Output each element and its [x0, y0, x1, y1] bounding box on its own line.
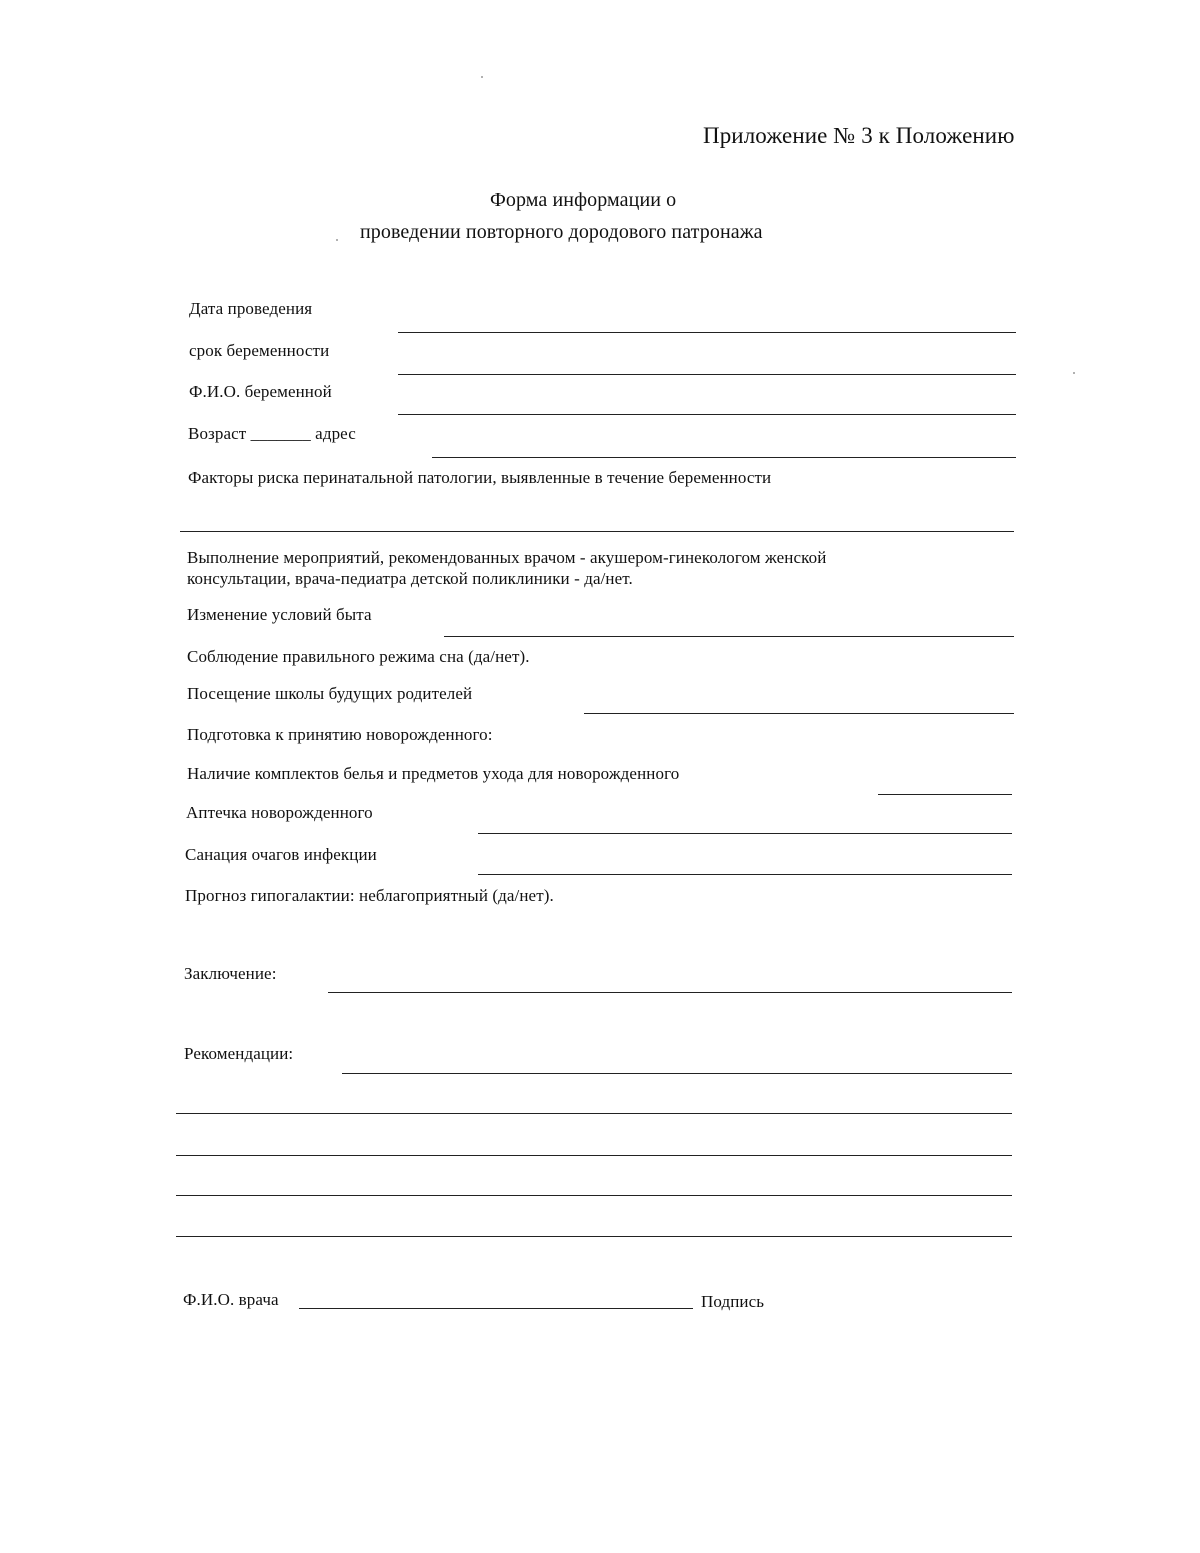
newborn-preparation-label: Подготовка к принятию новорожденного:	[187, 725, 493, 744]
doctor-name-label: Ф.И.О. врача	[183, 1290, 279, 1309]
age-address-label: Возраст _______ адрес	[188, 424, 356, 443]
hypogalactia-forecast-label: Прогноз гипогалактии: неблагоприятный (да/нет).	[185, 886, 554, 905]
scan-speck	[481, 76, 483, 78]
form-title-line-1: Форма информации о	[490, 189, 677, 211]
appendix-heading: Приложение № 3 к Положению	[703, 123, 1015, 148]
date-field-line[interactable]	[398, 332, 1016, 333]
date-label: Дата проведения	[189, 299, 313, 318]
name-label: Ф.И.О. беременной	[189, 382, 332, 401]
form-title-line-2: проведении повторного дородового патронажа	[360, 221, 763, 243]
newborn-linen-label: Наличие комплектов белья и предметов ухода для новорожденного	[187, 764, 680, 783]
scan-speck	[336, 239, 338, 241]
signature-label: Подпись	[701, 1292, 765, 1311]
newborn-linen-field-line[interactable]	[878, 794, 1012, 795]
name-field-line[interactable]	[398, 414, 1016, 415]
recommendations-label: Рекомендации:	[184, 1044, 294, 1063]
recommendations-field-line[interactable]	[342, 1073, 1012, 1074]
conclusion-field-line[interactable]	[328, 992, 1012, 993]
living-conditions-field-line[interactable]	[444, 636, 1014, 637]
doctor-name-field-line[interactable]	[299, 1308, 693, 1309]
parents-school-label: Посещение школы будущих родителей	[187, 684, 473, 703]
term-label: срок беременности	[189, 341, 330, 360]
conclusion-label: Заключение:	[184, 964, 277, 983]
term-field-line[interactable]	[398, 374, 1016, 375]
infection-sanation-label: Санация очагов инфекции	[185, 845, 377, 864]
measures-label-line-1: Выполнение мероприятий, рекомендованных врачом - акушером-гинекологом женской	[187, 548, 827, 567]
recommendations-extra-line[interactable]	[176, 1113, 1012, 1114]
risk-factors-label: Факторы риска перинатальной патологии, выявленные в течение беременности	[188, 468, 772, 487]
sleep-regime-label: Соблюдение правильного режима сна (да/нет).	[187, 647, 530, 666]
risk-factors-field-line[interactable]	[180, 531, 1014, 532]
newborn-kit-field-line[interactable]	[478, 833, 1012, 834]
scan-speck	[1073, 372, 1075, 374]
parents-school-field-line[interactable]	[584, 713, 1014, 714]
recommendations-extra-line[interactable]	[176, 1236, 1012, 1237]
living-conditions-label: Изменение условий быта	[187, 605, 372, 624]
newborn-kit-label: Аптечка новорожденного	[186, 803, 373, 822]
recommendations-extra-line[interactable]	[176, 1155, 1012, 1156]
recommendations-extra-line[interactable]	[176, 1195, 1012, 1196]
measures-label-line-2: консультации, врача-педиатра детской поликлиники - да/нет.	[187, 569, 633, 588]
address-field-line[interactable]	[432, 457, 1016, 458]
infection-sanation-field-line[interactable]	[478, 874, 1012, 875]
